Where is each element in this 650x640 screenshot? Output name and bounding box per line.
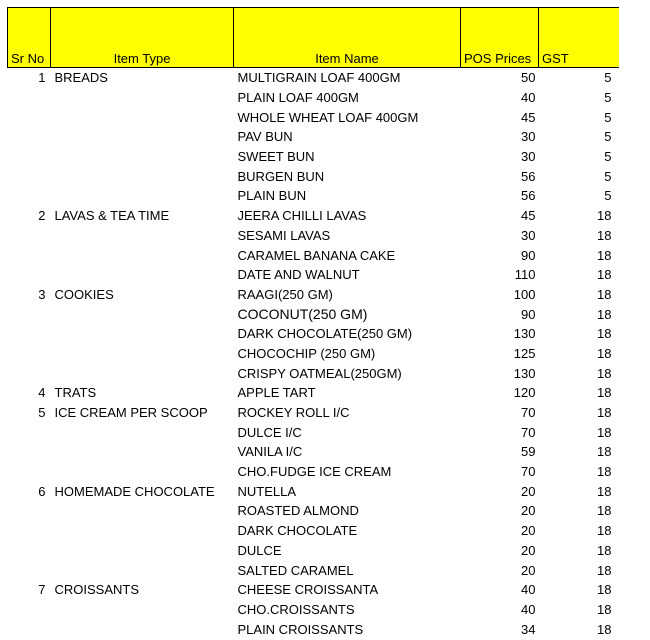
item-name-cell: PLAIN BUN xyxy=(237,188,307,204)
item-name-cell: PLAIN CROISSANTS xyxy=(237,621,364,637)
item-type-cell xyxy=(51,442,234,462)
item-name-cell: MULTIGRAIN LOAF 400GM xyxy=(237,70,401,86)
table-row xyxy=(8,68,619,88)
sr-no-cell xyxy=(8,422,51,442)
table-row xyxy=(8,88,619,108)
item-type-cell: ICE CREAM PER SCOOP xyxy=(54,405,208,421)
table-row xyxy=(8,521,619,541)
item-name-cell: DARK CHOCOLATE(250 GM) xyxy=(237,326,413,342)
item-name-cell: JEERA CHILLI LAVAS xyxy=(237,208,367,224)
pos-price-cell: 90 xyxy=(521,247,536,263)
pos-price-cell: 130 xyxy=(513,365,536,381)
sr-no-cell xyxy=(8,166,51,186)
item-name-cell: NUTELLA xyxy=(237,483,297,499)
item-type-cell xyxy=(51,245,234,265)
pos-price-cell: 56 xyxy=(521,188,536,204)
item-name-cell: PAV BUN xyxy=(237,129,293,145)
pos-price-cell: 30 xyxy=(521,227,536,243)
pos-price-cell: 120 xyxy=(513,385,536,401)
sr-no-cell xyxy=(8,88,51,108)
gst-cell: 5 xyxy=(604,129,612,145)
item-type-cell xyxy=(51,422,234,442)
header-sr-no: Sr No xyxy=(8,8,51,68)
item-type-cell xyxy=(51,501,234,521)
pos-price-cell: 45 xyxy=(521,109,536,125)
item-type-cell xyxy=(51,344,234,364)
sr-no-cell xyxy=(8,186,51,206)
item-name-cell: RAAGI(250 GM) xyxy=(237,286,333,302)
item-name-cell: DULCE I/C xyxy=(237,424,302,440)
table-row xyxy=(8,344,619,364)
sr-no-cell xyxy=(8,324,51,344)
item-name-cell: DULCE xyxy=(237,542,282,558)
gst-cell: 5 xyxy=(604,109,612,125)
header-gst: GST xyxy=(539,8,619,68)
item-name-cell: ROASTED ALMOND xyxy=(237,503,359,519)
item-name-cell: SWEET BUN xyxy=(237,149,315,165)
pos-price-cell: 20 xyxy=(521,503,536,519)
item-name-cell: CRISPY OATMEAL(250GM) xyxy=(237,365,402,381)
table-row xyxy=(8,186,619,206)
gst-cell: 18 xyxy=(597,267,612,283)
item-name-cell: ROCKEY ROLL I/C xyxy=(237,405,350,421)
header-item-name: Item Name xyxy=(234,8,461,68)
item-type-cell: HOMEMADE CHOCOLATE xyxy=(54,483,215,499)
item-name-cell: DARK CHOCOLATE xyxy=(237,523,358,539)
pos-price-cell: 90 xyxy=(521,306,536,322)
sr-no-cell xyxy=(8,363,51,383)
sr-no-cell xyxy=(8,127,51,147)
item-name-cell: CARAMEL BANANA CAKE xyxy=(237,247,396,263)
pos-price-cell: 56 xyxy=(521,168,536,184)
sr-no-cell xyxy=(8,344,51,364)
sr-no-cell xyxy=(8,265,51,285)
pos-price-cell: 40 xyxy=(521,582,536,598)
price-sheet xyxy=(7,7,619,639)
item-type-cell: TRATS xyxy=(54,385,97,401)
table-row xyxy=(8,580,619,600)
item-type-cell xyxy=(51,88,234,108)
item-name-cell: APPLE TART xyxy=(237,385,316,401)
item-type-cell xyxy=(51,186,234,206)
gst-cell: 18 xyxy=(597,621,612,637)
gst-cell: 18 xyxy=(597,365,612,381)
sr-no-cell xyxy=(8,560,51,580)
item-type-cell xyxy=(51,127,234,147)
item-name-cell: BURGEN BUN xyxy=(237,168,325,184)
item-name-cell: CHEESE CROISSANTA xyxy=(237,582,379,598)
gst-cell: 18 xyxy=(597,483,612,499)
item-name-cell: SALTED CARAMEL xyxy=(237,562,354,578)
pos-price-cell: 100 xyxy=(513,286,536,302)
item-type-cell: BREADS xyxy=(54,70,108,86)
item-type-cell xyxy=(51,619,234,639)
sr-no-cell xyxy=(8,600,51,620)
pos-price-cell: 20 xyxy=(521,542,536,558)
table-row xyxy=(8,226,619,246)
header-row xyxy=(8,8,619,68)
header-item-type: Item Type xyxy=(51,8,234,68)
gst-cell: 18 xyxy=(597,582,612,598)
table-row xyxy=(8,481,619,501)
gst-cell: 18 xyxy=(597,247,612,263)
header-pos-prices: POS Prices xyxy=(461,8,539,68)
gst-cell: 18 xyxy=(597,424,612,440)
table-row xyxy=(8,265,619,285)
item-name-cell: COCONUT(250 GM) xyxy=(237,305,368,322)
sr-no-cell xyxy=(8,107,51,127)
gst-cell: 18 xyxy=(597,208,612,224)
table-row xyxy=(8,206,619,226)
gst-cell: 18 xyxy=(597,306,612,322)
sr-no-cell xyxy=(8,226,51,246)
sr-no-cell: 3 xyxy=(38,286,46,302)
pos-price-cell: 45 xyxy=(521,208,536,224)
item-type-cell xyxy=(51,600,234,620)
item-type-cell xyxy=(51,166,234,186)
gst-cell: 18 xyxy=(597,326,612,342)
pos-price-cell: 130 xyxy=(513,326,536,342)
sr-no-cell: 6 xyxy=(38,483,46,499)
item-name-cell: PLAIN LOAF 400GM xyxy=(237,90,359,106)
table-row xyxy=(8,442,619,462)
table-body xyxy=(8,68,619,639)
gst-cell: 18 xyxy=(597,345,612,361)
gst-cell: 18 xyxy=(597,385,612,401)
table-row xyxy=(8,127,619,147)
item-type-cell xyxy=(51,265,234,285)
table-row xyxy=(8,560,619,580)
pos-price-cell: 110 xyxy=(514,267,536,283)
sr-no-cell xyxy=(8,442,51,462)
item-type-cell: COOKIES xyxy=(54,286,114,302)
pos-price-cell: 20 xyxy=(521,562,536,578)
pos-price-cell: 70 xyxy=(521,424,536,440)
table-row xyxy=(8,462,619,482)
pos-price-cell: 70 xyxy=(521,405,536,421)
item-name-cell: CHO.FUDGE ICE CREAM xyxy=(237,464,392,480)
sr-no-cell: 1 xyxy=(38,70,46,86)
gst-cell: 18 xyxy=(597,227,612,243)
table-row xyxy=(8,541,619,561)
gst-cell: 18 xyxy=(597,523,612,539)
table-row xyxy=(8,501,619,521)
item-name-cell: DATE AND WALNUT xyxy=(237,267,360,283)
item-type-cell: LAVAS & TEA TIME xyxy=(54,208,170,224)
table-row xyxy=(8,304,619,324)
item-name-cell: CHO.CROISSANTS xyxy=(237,601,355,617)
item-type-cell: CROISSANTS xyxy=(54,582,140,598)
sr-no-cell: 5 xyxy=(38,405,46,421)
table-row xyxy=(8,107,619,127)
item-type-cell xyxy=(51,363,234,383)
gst-cell: 5 xyxy=(604,149,612,165)
sr-no-cell xyxy=(8,245,51,265)
pos-price-cell: 125 xyxy=(513,345,536,361)
item-type-cell xyxy=(51,304,234,324)
item-type-cell xyxy=(51,560,234,580)
table-row xyxy=(8,324,619,344)
item-type-cell xyxy=(51,462,234,482)
table-row xyxy=(8,166,619,186)
pos-price-cell: 30 xyxy=(521,149,536,165)
sr-no-cell: 4 xyxy=(38,385,46,401)
price-table xyxy=(7,7,619,639)
pos-price-cell: 30 xyxy=(521,129,536,145)
item-name-cell: SESAMI LAVAS xyxy=(237,227,331,243)
table-row xyxy=(8,619,619,639)
pos-price-cell: 40 xyxy=(521,601,536,617)
table-row xyxy=(8,383,619,403)
sr-no-cell xyxy=(8,619,51,639)
pos-price-cell: 20 xyxy=(521,523,536,539)
item-name-cell: VANILA I/C xyxy=(237,444,303,460)
pos-price-cell: 50 xyxy=(521,70,536,86)
item-type-cell xyxy=(51,541,234,561)
gst-cell: 18 xyxy=(597,444,612,460)
gst-cell: 18 xyxy=(597,503,612,519)
table-row xyxy=(8,363,619,383)
sr-no-cell: 7 xyxy=(38,582,46,598)
table-row xyxy=(8,147,619,167)
gst-cell: 18 xyxy=(597,542,612,558)
table-row xyxy=(8,245,619,265)
table-row xyxy=(8,600,619,620)
sr-no-cell xyxy=(8,304,51,324)
pos-price-cell: 59 xyxy=(521,444,536,460)
pos-price-cell: 70 xyxy=(521,464,536,480)
sr-no-cell xyxy=(8,462,51,482)
item-type-cell xyxy=(51,147,234,167)
gst-cell: 18 xyxy=(597,405,612,421)
gst-cell: 18 xyxy=(597,286,612,302)
gst-cell: 5 xyxy=(604,90,612,106)
table-header xyxy=(8,8,619,68)
gst-cell: 18 xyxy=(597,601,612,617)
pos-price-cell: 34 xyxy=(521,621,536,637)
gst-cell: 5 xyxy=(604,70,612,86)
gst-cell: 18 xyxy=(597,464,612,480)
sr-no-cell: 2 xyxy=(38,208,46,224)
table-row xyxy=(8,403,619,423)
pos-price-cell: 20 xyxy=(521,483,536,499)
gst-cell: 5 xyxy=(604,168,612,184)
gst-cell: 5 xyxy=(604,188,612,204)
gst-cell: 18 xyxy=(597,562,612,578)
sr-no-cell xyxy=(8,147,51,167)
sr-no-cell xyxy=(8,521,51,541)
table-row xyxy=(8,422,619,442)
sr-no-cell xyxy=(8,501,51,521)
item-type-cell xyxy=(51,107,234,127)
item-type-cell xyxy=(51,324,234,344)
sr-no-cell xyxy=(8,541,51,561)
item-name-cell: WHOLE WHEAT LOAF 400GM xyxy=(237,109,419,125)
pos-price-cell: 40 xyxy=(521,90,536,106)
item-type-cell xyxy=(51,226,234,246)
table-row xyxy=(8,285,619,305)
item-name-cell: CHOCOCHIP (250 GM) xyxy=(237,345,376,361)
item-type-cell xyxy=(51,521,234,541)
